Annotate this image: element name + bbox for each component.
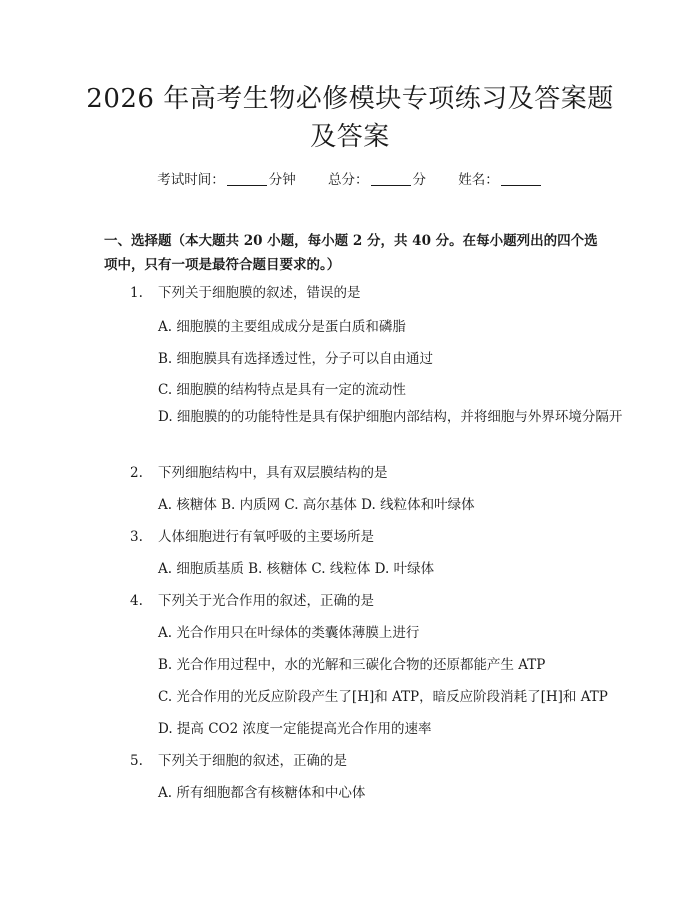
- question-1-option-c: C. 细胞膜的结构特点是具有一定的流动性: [158, 382, 406, 398]
- title-line-2: 及答案: [310, 122, 390, 152]
- question-stem: 下列关于细胞膜的叙述，错误的是: [158, 285, 361, 301]
- question-4-option-b: B. 光合作用过程中，水的光解和三碳化合物的还原都能产生 ATP: [158, 657, 546, 673]
- question-number: 3.: [130, 529, 143, 545]
- question-number: 5.: [130, 753, 143, 769]
- title-line-1: 2026 年高考生物必修模块专项练习及答案题: [86, 84, 614, 114]
- section-heading: 一、选择题（本大题共 20 小题，每小题 2 分，共 40 分。在每小题列出的四个选项中，只有一项是最符合题目要求的。）: [104, 233, 598, 273]
- question-2: [130, 461, 388, 481]
- document-title: [80, 80, 620, 156]
- question-3-options: A. 细胞质基质 B. 核糖体 C. 线粒体 D. 叶绿体: [158, 561, 435, 577]
- question-4-option-c: C. 光合作用的光反应阶段产生了[H]和 ATP，暗反应阶段消耗了[H]和 ATP: [158, 689, 608, 705]
- question-1-option-d: D. 细胞膜的的功能特性是具有保护细胞内部结构，并将细胞与外界环境分隔开: [158, 409, 623, 425]
- question-stem: 人体细胞进行有氧呼吸的主要场所是: [158, 529, 374, 545]
- question-4-option-d: D. 提高 CO2 浓度一定能提高光合作用的速率: [158, 721, 432, 737]
- exam-meta: [0, 168, 700, 188]
- question-stem: 下列细胞结构中，具有双层膜结构的是: [158, 465, 388, 481]
- total-score-unit: 分: [412, 172, 426, 188]
- question-number: 4.: [130, 593, 143, 609]
- exam-time-blank: [227, 171, 267, 186]
- question-4-option-a: A. 光合作用只在叶绿体的类囊体薄膜上进行: [158, 625, 420, 641]
- exam-time-field: [157, 168, 296, 188]
- name-blank: [501, 171, 541, 186]
- question-5-option-a: A. 所有细胞都含有核糖体和中心体: [158, 785, 366, 801]
- question-3: [130, 525, 374, 545]
- question-2-options: A. 核糖体 B. 内质网 C. 高尔基体 D. 线粒体和叶绿体: [158, 497, 475, 513]
- name-label: 姓名：: [458, 172, 499, 188]
- question-stem: 下列关于光合作用的叙述，正确的是: [158, 593, 374, 609]
- question-stem: 下列关于细胞的叙述，正确的是: [158, 753, 347, 769]
- exam-time-label: 考试时间：: [157, 172, 225, 188]
- question-number: 2.: [130, 465, 143, 481]
- question-1-option-a: A. 细胞膜的主要组成成分是蛋白质和磷脂: [158, 319, 406, 335]
- exam-time-unit: 分钟: [268, 172, 296, 188]
- question-1: [130, 281, 361, 301]
- question-5: [130, 749, 347, 769]
- name-field: [458, 168, 543, 188]
- question-1-option-b: B. 细胞膜具有选择透过性，分子可以自由通过: [158, 351, 434, 367]
- total-score-label: 总分：: [328, 172, 369, 188]
- question-number: 1.: [130, 285, 143, 301]
- total-score-field: [328, 168, 426, 188]
- question-4: [130, 589, 374, 609]
- total-score-blank: [371, 171, 411, 186]
